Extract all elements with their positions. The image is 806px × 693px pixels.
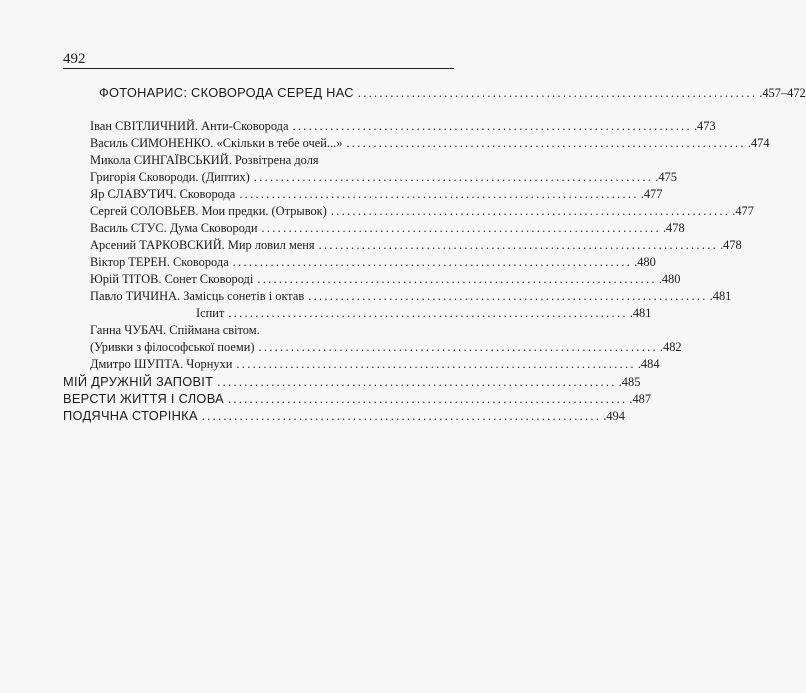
toc-entry-page: .477 <box>640 187 663 201</box>
toc-entry-page: .474 <box>747 136 770 150</box>
toc-entry <box>90 339 682 356</box>
toc-entry-page: .478 <box>720 238 742 252</box>
leader-dots: .......................................................................... <box>308 289 708 303</box>
toc-entry-page: .480 <box>634 255 656 269</box>
toc-entry-page: .457–472 <box>759 86 806 100</box>
leader-dots: .......................................................................... <box>236 357 636 371</box>
toc-entry-title: Арсений ТАРКОВСКИЙ. Мир ловил меня <box>90 238 315 252</box>
toc-entry-title: ФОТОНАРИС: СКОВОРОДА СЕРЕД НАС <box>99 85 354 100</box>
leader-dots: .......................................................................... <box>357 86 758 100</box>
toc-entry-page: .481 <box>629 306 652 320</box>
leader-dots: .......................................................................... <box>232 255 633 269</box>
toc-entry-title: Микола СИНГАЇВСЬКИЙ. Розвітрена доля <box>90 153 319 167</box>
leader-dots: .......................................................................... <box>258 340 658 354</box>
toc-entry-title: Григорія Сковороди. (Диптих) <box>90 170 250 184</box>
toc-entry-page: .477 <box>732 204 754 218</box>
toc-entry-page: .473 <box>693 119 716 133</box>
toc-entry <box>196 305 652 322</box>
toc-section-title: МІЙ ДРУЖНІЙ ЗАПОВІТ <box>63 374 214 389</box>
toc-entry <box>90 288 732 305</box>
leader-dots: .......................................................................... <box>261 221 661 235</box>
toc-entry-page: .475 <box>655 170 677 184</box>
toc-entry-title: Сергей СОЛОВЬЕВ. Мои предки. (Отрывок) <box>90 204 327 218</box>
toc-entry-title: Іван СВІТЛИЧНИЙ. Анти-Сковорода <box>90 119 289 133</box>
toc-entry <box>90 254 656 271</box>
leader-dots: .......................................................................... <box>346 136 746 150</box>
toc-section-page: .485 <box>618 375 641 389</box>
leader-dots: .......................................................................... <box>239 187 639 201</box>
toc-section-title: ВЕРСТИ ЖИТТЯ І СЛОВА <box>63 391 224 406</box>
toc-entry <box>90 169 677 186</box>
toc-section <box>63 373 641 390</box>
toc-entry-title: Василь СИМОНЕНКО. «Скільки в тебе очей...» <box>90 136 343 150</box>
toc-entry <box>90 271 681 288</box>
toc-entry-page: .484 <box>637 357 660 371</box>
toc-section-title: ПОДЯЧНА СТОРІНКА <box>63 408 198 423</box>
toc-entry-title: Василь СТУС. Дума Сковороди <box>90 221 258 235</box>
toc-entry <box>90 237 742 254</box>
toc-entry-page: .481 <box>709 289 732 303</box>
leader-dots: .......................................................................... <box>330 204 731 218</box>
toc-entry-page: .478 <box>662 221 685 235</box>
toc-entry-title: Юрій ТІТОВ. Сонет Сковороді <box>90 272 254 286</box>
toc-entry-title: Дмитро ШУПТА. Чорнухи <box>90 357 233 371</box>
toc-entry <box>90 118 716 135</box>
leader-dots: .......................................................................... <box>201 409 602 423</box>
toc-entry <box>90 135 770 152</box>
toc-entry-title: Павло ТИЧИНА. Замісць сонетів і октав <box>90 289 305 303</box>
toc-entry <box>90 356 660 373</box>
toc-entry-page: .480 <box>658 272 681 286</box>
page-number: 492 <box>63 51 86 67</box>
leader-dots: .......................................................................... <box>253 170 654 184</box>
leader-dots: .......................................................................... <box>318 238 719 252</box>
toc-section-page: .487 <box>629 392 652 406</box>
toc-section <box>63 390 652 407</box>
leader-dots: .......................................................................... <box>257 272 657 286</box>
leader-dots: .......................................................................... <box>292 119 692 133</box>
toc-entry <box>90 152 454 169</box>
toc-entry <box>90 322 454 339</box>
toc-section <box>63 407 625 424</box>
toc-entry-title: Віктор ТЕРЕН. Сковорода <box>90 255 229 269</box>
toc-entry <box>90 220 685 237</box>
toc-entry-title: (Уривки з філософської поеми) <box>90 340 255 354</box>
toc-entry-title: Яр СЛАВУТИЧ. Сковорода <box>90 187 236 201</box>
leader-dots: .......................................................................... <box>228 306 628 320</box>
leader-dots: .......................................................................... <box>227 392 628 406</box>
toc-entry-title: Іспит <box>196 306 225 320</box>
toc-entry-page: .482 <box>659 340 682 354</box>
toc-entry-photo-section <box>99 84 806 101</box>
leader-dots: .......................................................................... <box>217 375 617 389</box>
toc-entry <box>90 203 754 220</box>
toc-section-page: .494 <box>603 409 625 423</box>
header-rule <box>63 68 454 69</box>
toc-entry <box>90 186 663 203</box>
toc-entry-title: Ганна ЧУБАЧ. Спіймана світом. <box>90 323 260 337</box>
